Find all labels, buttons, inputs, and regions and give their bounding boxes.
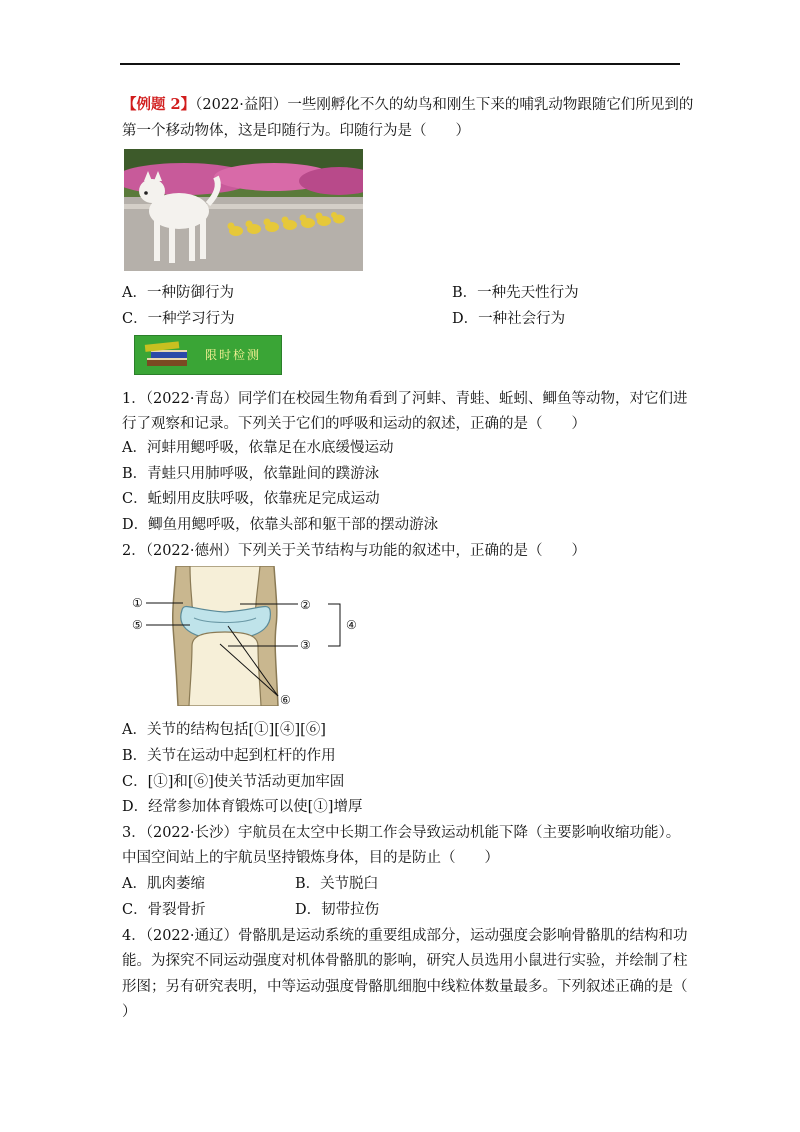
- label-5: ⑤: [132, 618, 143, 632]
- example2-line2: 第一个移动物体，这是印随行为。印随行为是（ ）: [122, 123, 470, 139]
- q1-line2: 行了观察和记录。下列关于它们的呼吸和运动的叙述，正确的是（ ）: [122, 416, 586, 432]
- q2-option-b: B．关节在运动中起到杠杆的作用: [122, 748, 336, 764]
- q3-line2: 中国空间站上的宇航员坚持锻炼身体，目的是防止（ ）: [122, 850, 499, 866]
- q1-option-a: A．河蚌用鳃呼吸，依靠足在水底缓慢运动: [122, 440, 394, 456]
- banner-label: 限时检测: [205, 348, 262, 362]
- q4-line3: 形图；另有研究表明，中等运动强度骨骼肌细胞中线粒体数量最多。下列叙述正确的是（: [122, 979, 688, 995]
- label-6: ⑥: [280, 693, 291, 706]
- q1-option-b: B．青蛙只用肺呼吸，依靠趾间的蹼游泳: [122, 466, 380, 482]
- q3-option-d: D．韧带拉伤: [295, 902, 380, 918]
- q1-option-c: C．蚯蚓用皮肤呼吸，依靠疣足完成运动: [122, 491, 380, 507]
- joint-diagram: [128, 566, 368, 706]
- books-icon: [143, 340, 193, 370]
- label-4: ④: [346, 618, 357, 632]
- example2-line1: 【例题 2】（2022·益阳）一些刚孵化不久的幼鸟和刚生下来的哺乳动物跟随它们所见到的: [122, 96, 694, 113]
- q3-line1: 3．（2022·长沙）宇航员在太空中长期工作会导致运动机能下降（主要影响收缩功能）。: [122, 825, 681, 841]
- q3-option-a: A．肌肉萎缩: [122, 876, 205, 892]
- header-rule: [120, 63, 680, 65]
- example2-option-d: D．一种社会行为: [452, 311, 566, 327]
- q4-line1: 4．（2022·通辽）骨骼肌是运动系统的重要组成部分，运动强度会影响骨骼肌的结构和功: [122, 928, 688, 944]
- label-2: ②: [300, 598, 311, 612]
- q4-line2: 能。为探究不同运动强度对机体骨骼肌的影响，研究人员选用小鼠进行实验，并绘制了柱: [122, 953, 688, 969]
- label-1: ①: [132, 596, 143, 610]
- q2-option-c: C．[①]和[⑥]使关节活动更加牢固: [122, 774, 345, 790]
- label-3: ③: [300, 638, 311, 652]
- example-tag: 【例题 2】: [122, 96, 196, 113]
- q3-option-b: B．关节脱臼: [295, 876, 379, 892]
- q2-line1: 2．（2022·德州）下列关于关节结构与功能的叙述中，正确的是（ ）: [122, 543, 586, 559]
- example2-option-c: C．一种学习行为: [122, 311, 235, 327]
- q1-option-d: D．鲫鱼用鳃呼吸，依靠头部和躯干部的摆动游泳: [122, 517, 439, 533]
- q2-option-a: A．关节的结构包括[①][④][⑥]: [122, 722, 326, 738]
- example2-option-a: A．一种防御行为: [122, 285, 234, 301]
- timed-test-banner: [134, 335, 282, 375]
- example2-option-b: B．一种先天性行为: [452, 285, 579, 301]
- dog-ducklings-photo: [124, 149, 363, 271]
- q4-line4: ）: [122, 1004, 137, 1020]
- q2-option-d: D．经常参加体育锻炼可以使[①]增厚: [122, 799, 363, 815]
- q3-option-c: C．骨裂骨折: [122, 902, 206, 918]
- q1-line1: 1．（2022·青岛）同学们在校园生物角看到了河蚌、青蛙、蚯蚓、鲫鱼等动物，对它们进: [122, 391, 688, 407]
